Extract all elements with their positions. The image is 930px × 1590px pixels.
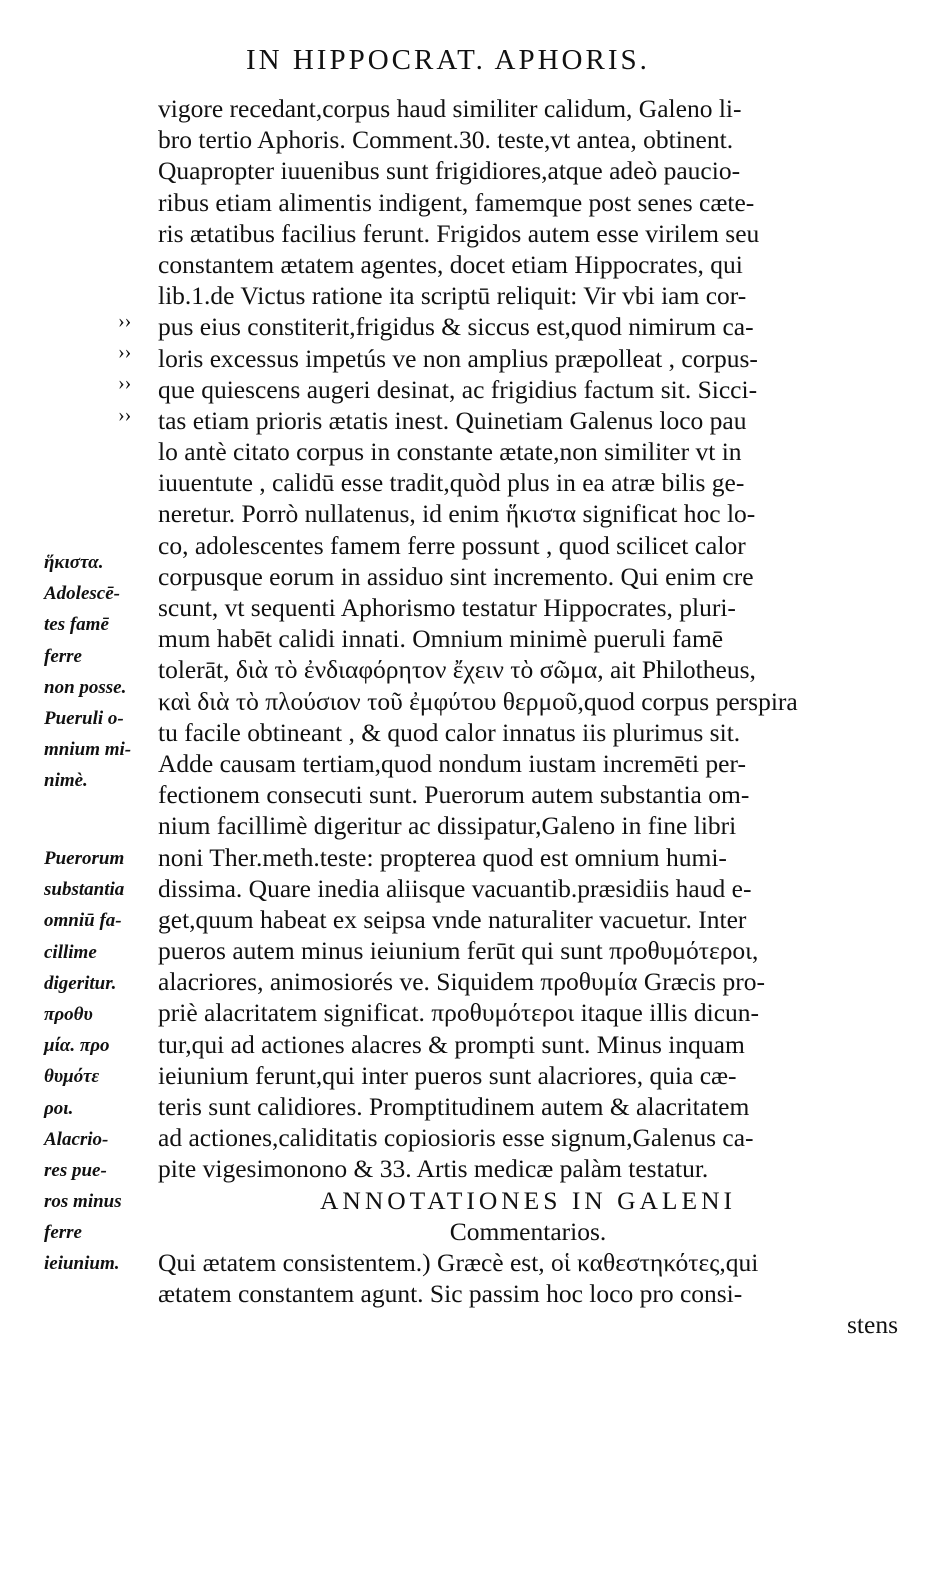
margin-note-line: non posse.	[44, 676, 127, 698]
text-line: teris sunt calidiores. Promptitudinem autem & alacritatem	[158, 1092, 750, 1121]
text-line: priè alacritatem significat. προθυμότεροι itaque illis dicun-	[158, 998, 760, 1028]
margin-note-line: nimè.	[44, 770, 88, 792]
quote-mark: ››	[118, 341, 132, 364]
text-line: loris excessus impetús ve non amplius præpolleat , corpus-	[158, 343, 758, 373]
section-heading: ANNOTATIONES IN GALENI	[320, 1185, 736, 1215]
margin-note-line: ferre	[44, 645, 82, 667]
text-line: tas etiam prioris ætatis inest. Quinetiam Galenus loco pau	[158, 405, 747, 435]
text-line: pus eius constiterit,frigidus & siccus est,quod nimirum ca-	[158, 312, 754, 342]
margin-note-line: θυμότε	[44, 1066, 100, 1088]
text-line: tur,qui ad actiones alacres & prompti sunt. Minus inquam	[158, 1029, 745, 1059]
margin-note-line: Pueruli o-	[44, 707, 124, 729]
margin-note-line: cillime	[44, 941, 97, 963]
margin-note-line: digeritur.	[44, 972, 117, 994]
text-line: Quapropter iuuenibus sunt frigidiores,atque adeò paucio-	[158, 156, 741, 186]
text-line: nium facillimè digeritur ac dissipatur,Galeno in fine libri	[158, 811, 737, 841]
catchword: stens	[847, 1310, 898, 1340]
text-line: bro tertio Aphoris. Comment.30. teste,vt antea, obtinent.	[158, 125, 734, 155]
text-line: ætatem constantem agunt. Sic passim hoc loco pro consi-	[158, 1279, 743, 1309]
text-line: fectionem consecuti sunt. Puerorum autem substantia om-	[158, 780, 750, 810]
margin-note-line: προθυ	[44, 1003, 93, 1025]
text-line: get,quum habeat ex seipsa vnde naturaliter vacuetur. Inter	[158, 904, 747, 934]
text-line: scunt, vt sequenti Aphorismo testatur Hippocrates, pluri-	[158, 593, 736, 622]
margin-note-line: μία. προ	[44, 1035, 110, 1057]
text-line: pite vigesimonono & 33. Artis medicæ palàm testatur.	[158, 1154, 709, 1184]
margin-note-line: tes famē	[44, 614, 109, 636]
margin-note-line: ros minus	[44, 1191, 122, 1213]
text-line: lo antè citato corpus in constante ætate,non similiter vt in	[158, 437, 742, 467]
main-text-block	[158, 93, 898, 1341]
text-line: ieiunium ferunt,qui inter pueros sunt alacriores, quia cæ-	[158, 1060, 737, 1090]
margin-note-line: mnium mi-	[44, 739, 132, 761]
text-line: dissima. Quare inedia aliisque vacuantib.præsidiis haud e-	[158, 873, 752, 903]
margin-note-adolescentes	[44, 547, 154, 797]
text-line: pueros autem minus ieiunium ferūt qui sunt προθυμότεροι,	[158, 936, 759, 966]
text-line: alacriores, animosiorés ve. Siquidem προθυμία Græcis pro-	[158, 967, 765, 997]
quote-mark: ››	[118, 372, 132, 395]
text-line: neretur. Porrò nullatenus, id enim ἥκιστα significat hoc lo-	[158, 499, 756, 529]
text-line: lib.1.de Victus ratione ita scriptū reliquit: Vir vbi iam cor-	[158, 281, 747, 311]
margin-note-line: res pue-	[44, 1159, 107, 1181]
text-line: καὶ διὰ τὸ πλούσιον τοῦ ἐμφύτου θερμοῦ,quod corpus perspira	[158, 686, 798, 716]
running-head: IN HIPPOCRAT. APHORIS.	[246, 44, 650, 76]
margin-note-line: omniū fa-	[44, 910, 122, 932]
quote-mark: ››	[118, 403, 132, 426]
text-line: co, adolescentes famem ferre possunt , quod scilicet calor	[158, 530, 746, 560]
margin-note-puerorum	[44, 843, 154, 1280]
text-line: constantem ætatem agentes, docet etiam Hippocrates, qui	[158, 249, 743, 279]
text-line: ad actiones,caliditatis copiosioris esse signum,Galenus ca-	[158, 1123, 754, 1153]
margin-note-line: ieiunium.	[44, 1253, 120, 1275]
text-line: Adde causam tertiam,quod nondum iustam incremēti per-	[158, 748, 746, 778]
margin-note-line: Adolescē-	[44, 583, 120, 605]
text-line: tu facile obtineant , & quod calor innatus iis plurimus sit.	[158, 717, 741, 747]
quote-mark: ››	[118, 310, 132, 332]
text-line: mum habēt calidi innati. Omnium minimè pueruli famē	[158, 624, 724, 654]
text-line: noni Ther.meth.teste: propterea quod est omnium humi-	[158, 842, 727, 872]
text-line: ris ætatibus facilius ferunt. Frigidos autem esse virilem seu	[158, 218, 760, 248]
margin-note-line: substantia	[44, 879, 125, 901]
text-line: Qui ætatem consistentem.) Græcè est, οἱ καθεστηκότες,qui	[158, 1247, 759, 1277]
section-subheading: Commentarios.	[449, 1216, 607, 1246]
margin-note-line: ferre	[44, 1222, 82, 1244]
margin-note-line: Alacrio-	[44, 1128, 109, 1150]
text-line: tolerāt, διὰ τὸ ἐνδιαφόρητον ἔχειν τὸ σῶμα, ait Philotheus,	[158, 655, 756, 685]
text-line: iuuentute , calidū esse tradit,quòd plus in ea atræ bilis ge-	[158, 468, 745, 498]
text-line: vigore recedant,corpus haud similiter calidum, Galeno li-	[158, 94, 742, 123]
text-line: corpusque eorum in assiduo sint incremento. Qui enim cre	[158, 561, 754, 591]
text-line: que quiescens augeri desinat, ac frigidius factum sit. Sicci-	[158, 374, 758, 404]
text-line: ribus etiam alimentis indigent, famemque post senes cæte-	[158, 187, 755, 217]
quotation-marks-column	[118, 306, 148, 431]
margin-note-line: ἥκιστα.	[44, 552, 104, 573]
margin-note-line: Puerorum	[44, 848, 125, 869]
margin-note-line: ροι.	[44, 1097, 74, 1119]
